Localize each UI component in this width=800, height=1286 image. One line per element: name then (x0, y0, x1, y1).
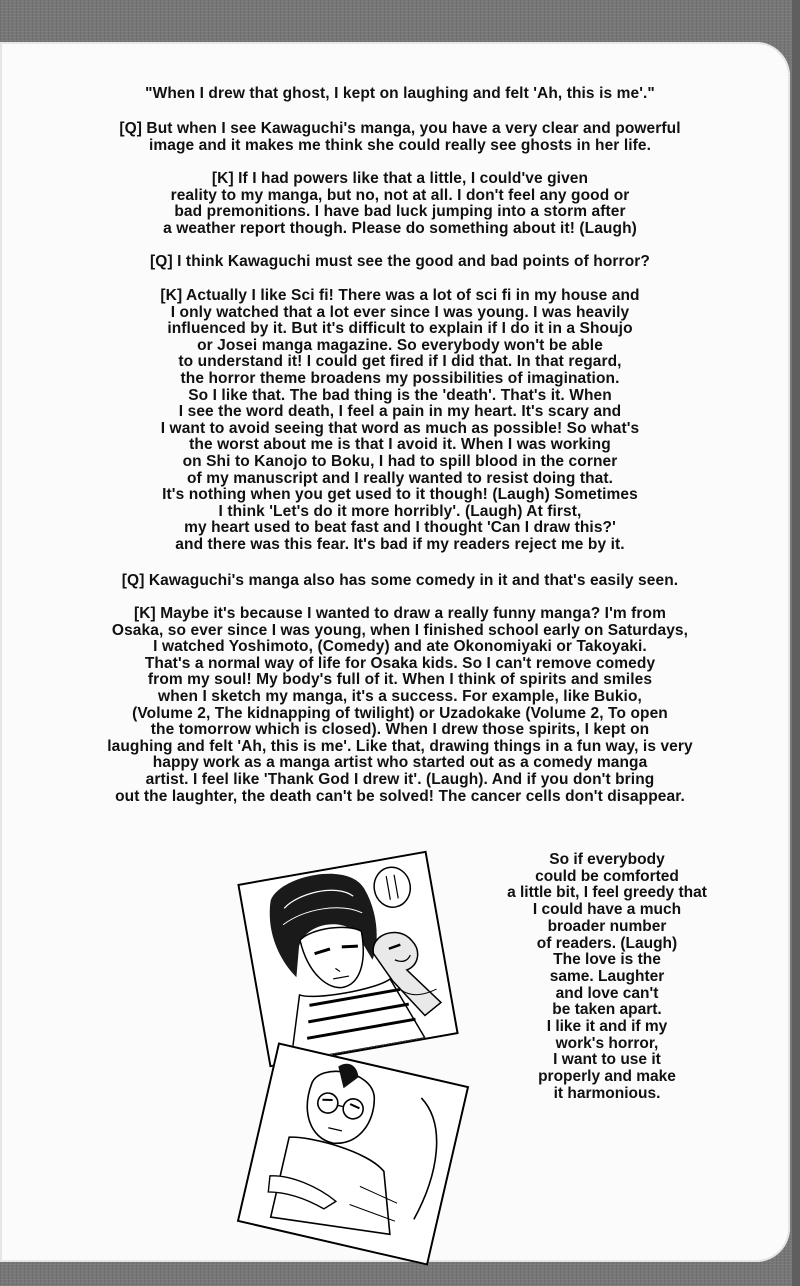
answer-paragraph (60, 606, 740, 805)
text-line: be taken apart. (552, 1001, 662, 1019)
question-paragraph (60, 254, 740, 271)
text-line: the worst about me is that I avoid it. When I was working (189, 436, 611, 454)
text-line: it harmonious. (553, 1084, 661, 1102)
text-line: and there was this fear. It's bad if my readers reject me by it. (175, 535, 625, 553)
text-line: my heart used to beat fast and I thought 'Can I draw this?' (184, 519, 616, 537)
text-line: Osaka, so ever since I was young, when I finished school early on Saturdays, (111, 621, 689, 639)
question-paragraph (60, 121, 740, 154)
text-line: I could have a much (532, 901, 682, 919)
text-line: of readers. (Laugh) (536, 934, 678, 952)
text-line: influenced by it. But it's difficult to explain if I do it in a Shoujo (167, 320, 633, 338)
text-line: out the laughter, the death can't be solved! The cancer cells don't disappear. (115, 787, 685, 805)
page-edge (792, 0, 800, 1286)
text-line: work's horror, (555, 1034, 659, 1052)
pull-quote (60, 86, 740, 103)
text-line: the tomorrow which is closed). When I drew those spirits, I kept on (150, 721, 650, 739)
text-line: on Shi to Kanojo to Boku, I had to spill blood in the corner (182, 452, 618, 470)
text-line: [Q] I think Kawaguchi must see the good and bad points of horror? (150, 253, 650, 270)
text-line: [K] If I had powers like that a little, I could've given (211, 170, 589, 187)
text-line: the horror theme broadens my possibilities of imagination. (180, 369, 620, 387)
text-line: [K] Actually I like Sci fi! There was a lot of sci fi in my house and (160, 287, 640, 304)
text-line: The love is the (553, 951, 661, 969)
text-line: bad premonitions. I have bad luck jumping into a storm after (174, 203, 626, 221)
text-line: reality to my manga, but no, not at all. I don't feel any good or (170, 186, 630, 204)
text-line: I watched Yoshimoto, (Comedy) and ate Okonomiyaki or Takoyaki. (153, 638, 647, 656)
text-line: I want to avoid seeing that word as much as possible! So what's (160, 419, 640, 437)
text-line: I like it and if my (546, 1018, 668, 1036)
text-line: [Q] But when I see Kawaguchi's manga, you have a very clear and powerful (119, 120, 681, 137)
text-line: I think 'Let's do it more horribly'. (Laugh) At first, (218, 502, 582, 520)
text-line: artist. I feel like 'Thank God I drew it'. (Laugh). And if you don't bring (145, 770, 655, 788)
text-line: properly and make (538, 1068, 676, 1086)
text-line: That's a normal way of life for Osaka kids. So I can't remove comedy (144, 654, 656, 672)
text-line: or Josei manga magazine. So everybody won't be able (197, 336, 603, 354)
text-line: happy work as a manga artist who started out as a comedy manga (152, 754, 648, 772)
text-line: So I like that. The bad thing is the 'death'. That's it. When (188, 386, 612, 404)
text-line: when I sketch my manga, it's a success. For example, like Bukio, (158, 687, 642, 705)
question-paragraph (60, 573, 740, 590)
text-line: a little bit, I feel greedy that (507, 884, 707, 902)
text-line: I only watched that a lot ever since I was young. I was heavily (170, 303, 630, 321)
text-line: It's nothing when you get used to it though! (Laugh) Sometimes (162, 486, 638, 504)
answer-paragraph (60, 171, 740, 237)
side-column-text (492, 852, 722, 1103)
text-line: laughing and felt 'Ah, this is me'. Like that, drawing things in a fun way, is very (107, 737, 693, 755)
text-line: broader number (547, 917, 667, 935)
text-line: same. Laughter (549, 967, 665, 985)
answer-paragraph (60, 288, 740, 554)
text-line: image and it makes me think she could really see ghosts in her life. (148, 136, 652, 154)
girl-ghost-illustration (240, 853, 457, 1065)
text-line: [K] Maybe it's because I wanted to draw a really funny manga? I'm from (133, 605, 667, 622)
text-line: to understand it! I could get fired if I did that. In that regard, (178, 353, 622, 371)
text-line: from my soul! My body's full of it. When I think of spirits and smiles (147, 671, 653, 689)
text-line: could be comforted (535, 867, 679, 885)
text-line: (Volume 2, The kidnapping of twilight) or Uzadokake (Volume 2, To open (132, 704, 668, 722)
text-line: a weather report though. Please do something about it! (Laugh) (163, 219, 637, 237)
text-line: "When I drew that ghost, I kept on laughing and felt 'Ah, this is me'." (145, 85, 655, 102)
text-line: So if everybody (549, 851, 665, 868)
text-line: I want to use it (553, 1051, 661, 1069)
text-line: of my manuscript and I really wanted to resist doing that. (186, 469, 614, 487)
text-line: [Q] Kawaguchi's manga also has some comedy in it and that's easily seen. (121, 572, 679, 589)
text-line: and love can't (555, 984, 659, 1002)
manga-panel-girl-and-ghost (237, 851, 458, 1068)
text-line: I see the word death, I feel a pain in my heart. It's scary and (178, 403, 622, 421)
